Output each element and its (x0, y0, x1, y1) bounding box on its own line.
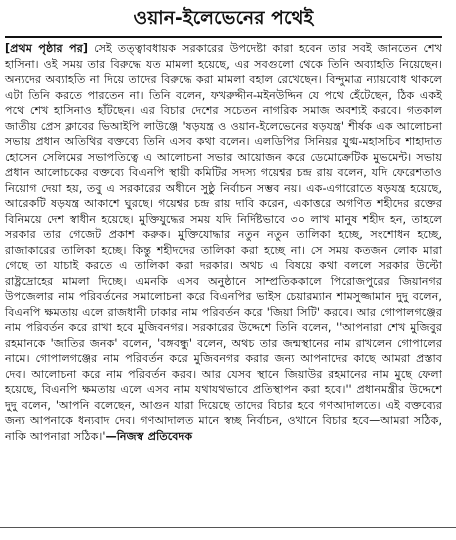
article-byline: —নিজস্ব প্রতিবেদক (105, 429, 193, 443)
article-continuation-label: [প্রথম পৃষ্ঠার পর] (5, 42, 88, 55)
headline-rule (5, 36, 442, 38)
clipping-bottom-border (0, 527, 456, 528)
article-headline: ওয়ান-ইলেভেনের পথেই (133, 8, 314, 29)
article-body (5, 41, 442, 444)
article-text: সেই তত্ত্বাবধায়ক সরকারের উপদেষ্টা কারা হবেন তার সবই জানতেন শেখ হাসিনা। ওই সময় তার বিরুদ্ধে যত মামলা হয়েছে, এর সবগুলো থেকে তিনি অব্যাহতি নিয়েছেন। অন্যদের অব্যাহতি না দিয়ে তাদের বিরুদ্ধে করা মামলা বহাল রেখেছেন। বিন্দুমাত্র ন্যায়বোধ থাকলে এটা তিনি করতে পারতেন না। তিনি বলেন, ফখরুদ্দীন-মইনউদ্দিন যে পথে হেঁটেছেন, ঠিক একই পথে শেখ হাসিনাও হাঁটছেন। এর বিচার দেশের সচেতন নাগরিক সমাজ অবশ্যই করবে। গতকাল জাতীয় প্রেস ক্লাবের ভিআইপি লাউঞ্জে 'ষড়যন্ত্র ও ওয়ান-ইলেভেনের ষড়যন্ত্র' শীর্ষক এক আলোচনা সভায় প্রধান অতিথির বক্তব্যে তিনি এসব কথা বলেন। এলডিপির সিনিয়র যুগ্ম-মহাসচিব শাহাদাত হোসেন সেলিমের সভাপতিত্বে এ আলোচনা সভার আয়োজন করে ডেমোক্রেটিক মুভমেন্ট। সভায় প্রধান আলোচকের বক্তব্যে বিএনপি স্থায়ী কমিটির সদস্য গয়েশ্বর চন্দ্র রায় বলেন, যদি ফেরেশতাও নিয়োগ দেয়া হয়, তবু এ সরকারের অধীনে সুষ্ঠু নির্বাচন সম্ভব নয়। এক-এগারোতে ষড়যন্ত্র হয়েছে, আরেকটি ষড়যন্ত্র আকাশে ঘুরছে। গয়েশ্বর চন্দ্র রায় দাবি করেন, একাত্তরে অগণিত শহীদের রক্তের বিনিময়ে দেশ স্বাধীন হয়েছে। মুক্তিযুদ্ধের সময় যদি নির্দিষ্টভাবে ৩০ লাখ মানুষ শহীদ হন, তাহলে সরকার তার গেজেট প্রকাশ করুক। মুক্তিযোদ্ধার নতুন নতুন তালিকা হচ্ছে, সংশোধন হচ্ছে, রাজাকারের তালিকা হচ্ছে। কিন্তু শহীদদের তালিকা করা হচ্ছে না। সে সময় কতজন লোক মারা গেছে তা যাচাই করতে এ তালিকা করা দরকার। অথচ এ বিষয়ে কথা বললে সরকার উল্টো রাষ্ট্রদ্রোহের মামলা দিচ্ছে। এমনকি এসব অনুষ্ঠানে সাম্প্রতিককালে পিরোজপুরের জিয়ানগর উপজেলার নাম পরিবর্তনের সমালোচনা করে বিএনপির ভাইস চেয়ারম্যান শামসুজ্জামান দুদু বলেন, বিএনপি ক্ষমতায় এলে রাজধানী ঢাকার নাম পরিবর্তন করে 'জিয়া সিটি' করবে। আর গোপালগঞ্জের নাম পরিবর্তন করে রাখা হবে মুজিবনগর। সরকারের উদ্দেশে তিনি বলেন, ''আপনারা শেখ মুজিবুর রহমানকে 'জাতির জনক' বলেন, 'বঙ্গবন্ধু' বলেন, অথচ তার জন্মস্থানের নাম রাখলেন গোপালের নামে। গোপালগঞ্জের নাম পরিবর্তন করে মুজিবনগর করার জন্য আপনাদের কাছে আমরা প্রস্তাব দেব। আলোচনা করে নাম পরিবর্তন করব। আর যেসব স্থানে জিয়াউর রহমানের নাম মুছে ফেলা হয়েছে, বিএনপি ক্ষমতায় এলে এসব নাম যথাযথভাবে প্রতিস্থাপন করা হবে।'' প্রধানমন্ত্রীর উদ্দেশে দুদু বলেন, 'আপনি বলেছেন, আগুন যারা দিয়েছে তাদের বিচার হবে গণআদালতে। এই বক্তব্যের জন্য আপনাকে ধন্যবাদ দেব। গণআদালত মানে স্বচ্ছ নির্বাচন, ওখানে বিচার হবে—আমরা সঠিক, নাকি আপনারা সঠিক।' (5, 42, 442, 443)
